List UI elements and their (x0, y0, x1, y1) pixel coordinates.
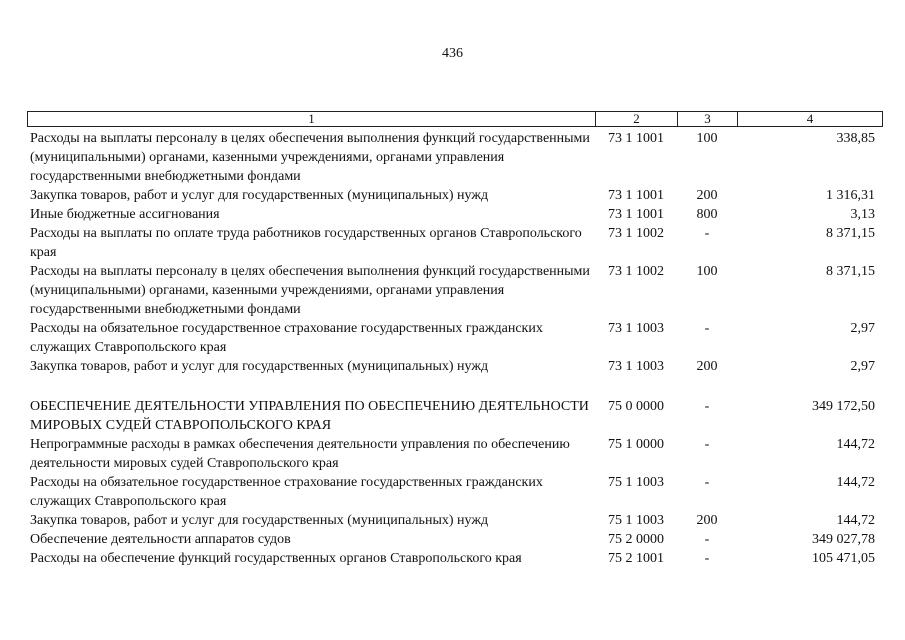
row-code: 73 1 1002 (608, 226, 664, 241)
row-type: - (704, 551, 710, 566)
table-row (0, 262, 905, 319)
row-amount: 349 172,50 (812, 399, 875, 414)
row-amount: 105 471,05 (812, 551, 875, 566)
row-description: Расходы на выплаты персоналу в целях обеспечения выполнения функций государственными (муниципальными) органами, казенными учреждениями, органами управления государственными внебюджетными фондами (30, 264, 590, 317)
table-row (0, 224, 905, 262)
row-code: 73 1 1003 (608, 321, 664, 336)
row-code: 75 1 1003 (608, 513, 664, 528)
row-type: 200 (696, 359, 718, 374)
table-row (0, 549, 905, 568)
row-type: 100 (696, 131, 718, 146)
row-amount: 8 371,15 (826, 264, 875, 279)
header-col-4: 4 (806, 111, 814, 126)
row-code: 73 1 1001 (608, 207, 664, 222)
row-amount: 1 316,31 (826, 188, 875, 203)
table-row (0, 319, 905, 357)
row-type: - (704, 226, 710, 241)
row-description: Расходы на выплаты персоналу в целях обеспечения выполнения функций государственными (муниципальными) органами, казенными учреждениями, органами управления государственными внебюджетными фондами (30, 131, 590, 184)
row-amount: 8 371,15 (826, 226, 875, 241)
row-type: - (704, 399, 710, 414)
row-type: 800 (696, 207, 718, 222)
table-row (0, 129, 905, 186)
row-description: Расходы на обеспечение функций государственных органов Ставропольского края (30, 551, 522, 566)
row-code: 73 1 1001 (608, 131, 664, 146)
row-code: 75 2 0000 (608, 532, 664, 547)
row-code: 73 1 1001 (608, 188, 664, 203)
row-type: 100 (696, 264, 718, 279)
row-amount: 144,72 (836, 437, 875, 452)
row-code: 75 1 1003 (608, 475, 664, 490)
row-code: 75 0 0000 (608, 399, 664, 414)
row-type: 200 (696, 513, 718, 528)
row-description: Расходы на выплаты по оплате труда работников государственных органов Ставропольского края (30, 226, 582, 260)
table-row (0, 435, 905, 473)
row-description: Расходы на обязательное государственное страхование государственных гражданских служащих Ставропольского края (30, 475, 543, 509)
row-type: - (704, 532, 710, 547)
header-col-3: 3 (678, 112, 738, 126)
row-amount: 338,85 (836, 131, 875, 146)
row-description: Обеспечение деятельности аппаратов судов (30, 532, 291, 547)
table-row (0, 186, 905, 205)
row-amount: 144,72 (836, 475, 875, 490)
table-row (0, 511, 905, 530)
row-description: Непрограммные расходы в рамках обеспечения деятельности управления по обеспечению деятельности мировых судей Ставропольского края (30, 437, 570, 471)
row-code: 75 2 1001 (608, 551, 664, 566)
row-type: 200 (696, 188, 718, 203)
section-row (0, 397, 905, 435)
table-row (0, 205, 905, 224)
row-amount: 349 027,78 (812, 532, 875, 547)
row-code: 75 1 0000 (608, 437, 664, 452)
row-amount: 2,97 (850, 359, 875, 374)
row-description: Закупка товаров, работ и услуг для государственных (муниципальных) нужд (30, 188, 489, 203)
row-description: Расходы на обязательное государственное страхование государственных гражданских служащих Ставропольского края (30, 321, 543, 355)
row-type: - (704, 475, 710, 490)
row-amount: 3,13 (850, 207, 875, 222)
row-amount: 144,72 (836, 513, 875, 528)
table-row (0, 530, 905, 549)
row-description: Закупка товаров, работ и услуг для государственных (муниципальных) нужд (30, 359, 489, 374)
page-number: 436 (442, 46, 463, 61)
row-description: Иные бюджетные ассигнования (30, 207, 220, 222)
row-code: 73 1 1002 (608, 264, 664, 279)
table-row (0, 357, 905, 397)
row-code: 73 1 1003 (608, 359, 664, 374)
header-col-2: 2 (596, 112, 678, 126)
row-description: Закупка товаров, работ и услуг для государственных (муниципальных) нужд (30, 513, 489, 528)
table-body (0, 129, 905, 568)
row-type: - (704, 321, 710, 336)
section-title: ОБЕСПЕЧЕНИЕ ДЕЯТЕЛЬНОСТИ УПРАВЛЕНИЯ ПО ОБЕСПЕЧЕНИЮ ДЕЯТЕЛЬНОСТИ МИРОВЫХ СУДЕЙ СТАВРОПОЛЬСКОГО КРАЯ (30, 399, 589, 433)
header-col-1: 1 (28, 112, 596, 126)
table-header (27, 111, 883, 127)
row-amount: 2,97 (850, 321, 875, 336)
row-type: - (704, 437, 710, 452)
table-row (0, 473, 905, 511)
